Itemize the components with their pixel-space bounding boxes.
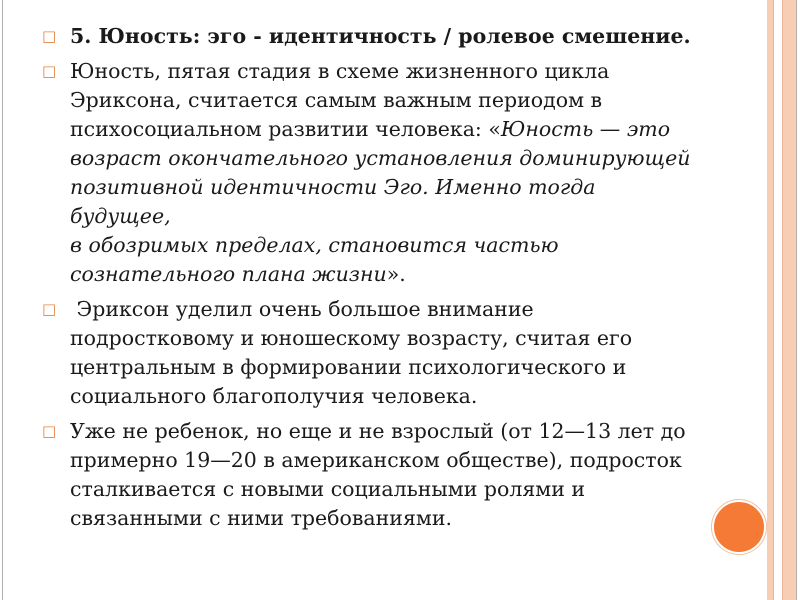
paragraph-line: примерно 19—20 в американском обществе), подросток [70, 448, 682, 472]
stripe-divider-line [773, 0, 774, 600]
square-bullet-icon: □ [42, 422, 57, 440]
decorative-orange-circle [712, 500, 766, 554]
paragraph-line: центральным в формировании психологического и [70, 355, 627, 379]
paragraph-line: социального благополучия человека. [70, 384, 478, 408]
paragraph-item-2 [40, 295, 700, 411]
paragraph-line: сталкивается с новыми социальными ролями и [70, 477, 586, 501]
paragraph-line: Уже не ребенок, но еще и не взрослый (от 12—13 лет до [70, 419, 686, 443]
stripe-divider-line [782, 0, 783, 600]
left-edge-line [2, 0, 3, 600]
quote-end: ». [386, 262, 406, 286]
paragraph-line: Эриксон уделил очень большое внимание [70, 297, 534, 321]
quote-italic-line: возраст окончательного установления доминирующей [70, 146, 691, 170]
right-edge-line [796, 0, 797, 600]
paragraph-item-1 [40, 57, 700, 289]
quote-italic-line: сознательного плана жизни [70, 262, 387, 286]
paragraph-line: связанными с ними требованиями. [70, 506, 453, 530]
square-bullet-icon: □ [42, 27, 57, 45]
quote-italic-line: позитивной идентичности Эго. Именно тогда будущее, [70, 175, 596, 228]
paragraph-line: Юность, пятая стадия в схеме жизненного цикла [70, 59, 610, 83]
paragraph-line: подростковому и юношескому возрасту, считая его [70, 326, 633, 350]
slide-content [40, 22, 700, 539]
paragraph-item-3 [40, 417, 700, 533]
quote-italic-line: в обозримых пределах, становится частью [70, 233, 559, 257]
slide-heading: 5. Юность: эго - идентичность / ролевое смешение. [70, 24, 691, 48]
square-bullet-icon: □ [42, 300, 57, 318]
paragraph-line: Эриксона, считается самым важным периодом в [70, 88, 603, 112]
heading-item [40, 22, 700, 51]
quote-italic-text: Юность — это [500, 117, 671, 141]
paragraph-line: психосоциальном развитии человека: « [70, 117, 501, 141]
decorative-right-inner-band [774, 0, 782, 600]
square-bullet-icon: □ [42, 62, 57, 80]
